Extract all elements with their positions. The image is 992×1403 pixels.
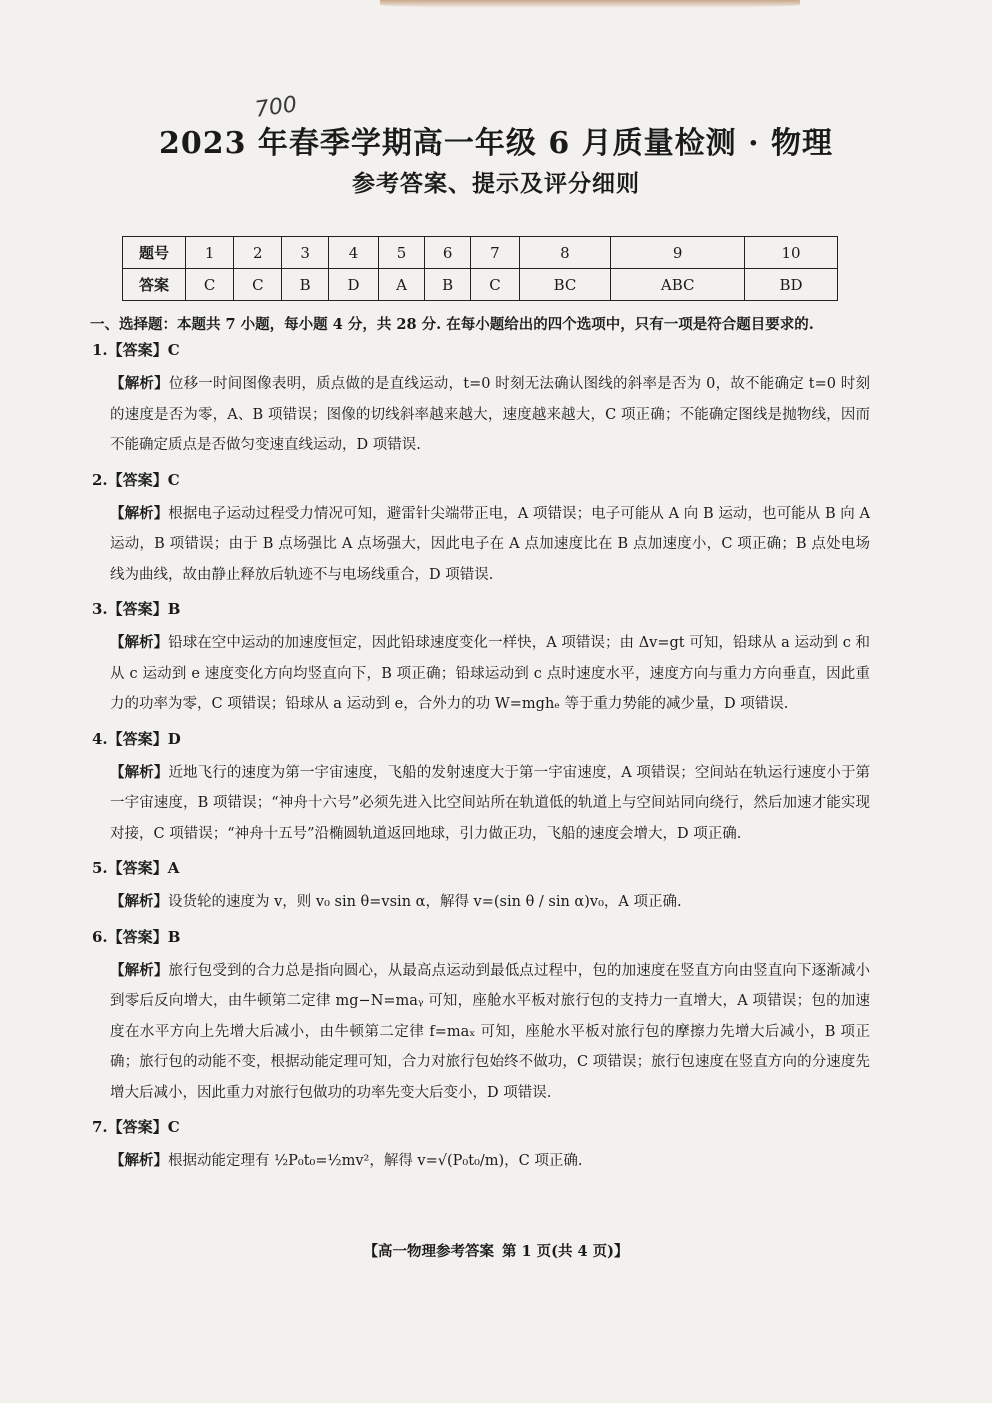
explanation <box>110 1146 870 1177</box>
explanation-text: 近地飞行的速度为第一宇宙速度，飞船的发射速度大于第一宇宙速度，A 项错误；空间站在轨运行速度小于第一宇宙速度，B 项错误；“神舟十六号”必须先进入比空间站所在轨道低的轨道上与空间站同向绕行，然后加速才能实现对接，C 项错误；“神舟十五号”沿椭圆轨道返回地球，引力做正功，飞船的速度会增大，D 项正确. <box>110 764 871 842</box>
page-title: 2023 年春季学期高一年级 6 月质量检测 · 物理 <box>158 126 834 161</box>
answer-value: B <box>167 927 181 946</box>
question-answer-line <box>92 728 870 750</box>
question-number-cell: 6 <box>424 237 470 269</box>
explain-label: 【解析】 <box>110 504 169 522</box>
answer-value: B <box>167 600 181 618</box>
explanation <box>110 499 870 591</box>
question-number-cell: 2 <box>234 237 282 269</box>
explanation-text: 旅行包受到的合力总是指向圆心，从最高点运动到最低点过程中，包的加速度在竖直方向由竖直向下逐渐减小到零后反向增大，由牛顿第二定律 mg−N=maᵧ 可知，座舱水平板对旅行包的支持力一直增大，A 项错误；包的加速度在水平方向上先增大后减小，由牛顿第二定律 f=maₓ 可知，座舱水平板对旅行包的摩擦力先增大后减小，B 项正确；旅行包的动能不变，根据动能定理可知，合力对旅行包始终不做功，C 项错误；旅行包速度在竖直方向的分速度先增大后减小，因此重力对旅行包做功的功率先变大后变小，D 项错误. <box>110 962 871 1101</box>
page-edge-shadow <box>380 0 800 8</box>
answer-label: 【答案】 <box>107 927 168 946</box>
question-answer-line <box>92 857 870 879</box>
question-number: 2. <box>92 470 108 489</box>
explanation-text: 根据电子运动过程受力情况可知，避雷针尖端带正电，A 项错误；电子可能从 A 向 B 运动，也可能从 B 向 A 运动，B 项错误；由于 B 点场强比 A 点场强大，因此电子在 A 点加速度比在 B 点加速度小，C 项正确；B 点处电场线为曲线，故由静止释放后轨迹不与电场线重合，D 项错误. <box>110 505 870 583</box>
question-answer-line <box>92 339 870 361</box>
explain-label: 【解析】 <box>110 375 169 392</box>
question-number-cell: 8 <box>519 237 611 269</box>
table-row-numbers <box>123 237 838 269</box>
explanation <box>110 628 870 720</box>
explanation-text: 铅球在空中运动的加速度恒定，因此铅球速度变化一样快，A 项错误；由 Δv=gt 可知，铅球从 a 运动到 c 和从 c 运动到 e 速度变化方向均竖直向下，B 项正确；铅球运动到 c 点时速度水平，速度方向与重力方向垂直，因此重力的功率为零，C 项错误；铅球从 a 运动到 e，合外力的功 W=mghₑ 等于重力势能的减少量，D 项错误. <box>110 635 871 712</box>
question-answer-line <box>92 469 870 491</box>
answer-cell: C <box>234 269 282 301</box>
answer-cell: BC <box>519 269 611 301</box>
answer-cell: C <box>471 269 519 301</box>
row-label-number: 题号 <box>123 237 186 269</box>
explain-label: 【解析】 <box>110 763 169 781</box>
answer-cell: BD <box>745 269 838 301</box>
answer-cell: ABC <box>611 269 745 301</box>
explanation <box>110 887 870 918</box>
explain-label: 【解析】 <box>110 893 168 910</box>
questions-list <box>92 339 870 1185</box>
explanation <box>110 956 870 1109</box>
answer-cell: B <box>282 269 328 301</box>
question-number: 3. <box>92 600 108 618</box>
question-number-cell: 3 <box>282 237 328 269</box>
answer-value: A <box>167 859 180 877</box>
page-subtitle: 参考答案、提示及评分细则 <box>352 170 640 197</box>
question-number-cell: 1 <box>186 237 234 269</box>
explain-label: 【解析】 <box>110 961 169 979</box>
question-answer-line <box>92 926 870 948</box>
table-row-answers <box>123 269 838 301</box>
question-number: 4. <box>92 729 108 748</box>
section-heading: 一、选择题：本题共 7 小题，每小题 4 分，共 28 分. 在每小题给出的四个选项中，只有一项是符合题目要求的. <box>90 316 814 333</box>
question-number-cell: 4 <box>328 237 378 269</box>
row-label-answer: 答案 <box>123 269 186 301</box>
question-number-cell: 9 <box>611 237 745 269</box>
question-number: 6. <box>92 927 108 946</box>
question-number: 1. <box>92 341 108 359</box>
handwritten-note: 700 <box>253 92 299 123</box>
answer-label: 【答案】 <box>107 600 168 618</box>
answer-cell: B <box>424 269 470 301</box>
footer-page-number: 第 1 页(共 4 页)】 <box>501 1243 629 1260</box>
question-number: 5. <box>92 859 108 877</box>
question-answer-line <box>92 598 870 620</box>
answer-label: 【答案】 <box>107 729 168 748</box>
explain-label: 【解析】 <box>110 634 169 651</box>
answer-cell: A <box>379 269 425 301</box>
answer-value: C <box>167 341 180 359</box>
explanation-text: 根据动能定理有 ½P₀t₀=½mv²，解得 v=√(P₀t₀/m)，C 项正确. <box>168 1153 583 1169</box>
answer-table <box>122 236 838 301</box>
answer-label: 【答案】 <box>107 1118 168 1136</box>
answer-label: 【答案】 <box>107 470 168 489</box>
answer-value: D <box>167 729 181 748</box>
explanation <box>110 369 870 461</box>
answer-label: 【答案】 <box>107 859 168 877</box>
question-number-cell: 7 <box>471 237 519 269</box>
answer-label: 【答案】 <box>107 341 168 359</box>
explanation-text: 位移一时间图像表明，质点做的是直线运动，t=0 时刻无法确认图线的斜率是否为 0，故不能确定 t=0 时刻的速度是否为零，A、B 项错误；图像的切线斜率越来越大，速度越来越大，C 项正确；不能确定图线是抛物线，因而不能确定质点是否做匀变速直线运动，D 项错误. <box>110 376 870 453</box>
question-number-cell: 10 <box>745 237 838 269</box>
question-answer-line <box>92 1116 870 1138</box>
explanation <box>110 758 870 850</box>
footer-doc-name: 【高一物理参考答案 <box>363 1243 494 1260</box>
explain-label: 【解析】 <box>110 1152 168 1169</box>
answer-value: C <box>167 1118 180 1136</box>
page-footer <box>0 1240 992 1261</box>
question-number-cell: 5 <box>379 237 425 269</box>
answer-cell: C <box>186 269 234 301</box>
explanation-text: 设货轮的速度为 v，则 v₀ sin θ=vsin α，解得 v=(sin θ / sin α)v₀，A 项正确. <box>168 894 682 910</box>
question-number: 7. <box>92 1118 108 1136</box>
answer-value: C <box>167 470 180 489</box>
answer-cell: D <box>328 269 378 301</box>
